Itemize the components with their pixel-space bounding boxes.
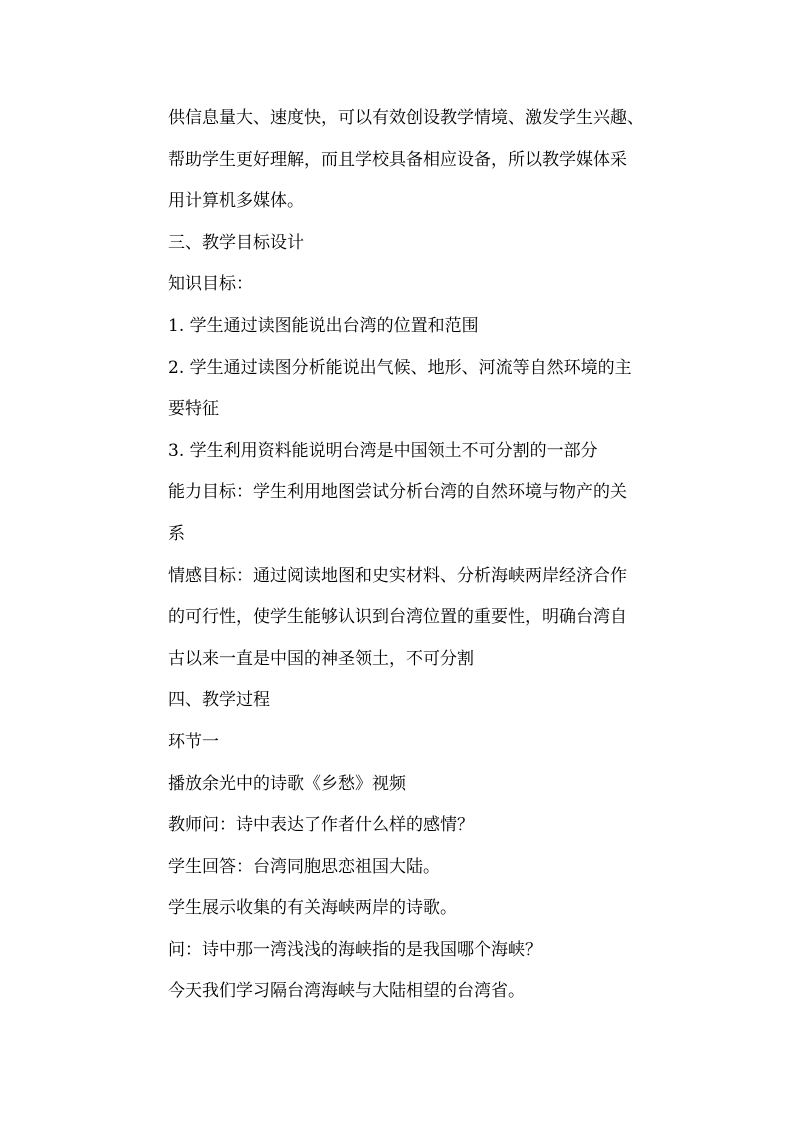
document-body	[168, 98, 688, 1013]
text-line-media-intro: 供信息量大、速度快，可以有效创设教学情境、激发学生兴趣、	[168, 108, 644, 128]
text-line-play-video: 播放余光中的诗歌《乡愁》视频	[168, 773, 406, 794]
text-line-student-poems: 学生展示收集的有关海峡两岸的诗歌。	[168, 898, 457, 919]
text-line-media-reason: 帮助学生更好理解，而且学校具备相应设备，所以教学媒体采	[168, 149, 627, 170]
text-line-ability-goal-cont: 系	[168, 523, 185, 544]
section-heading-objectives: 三、教学目标设计	[168, 232, 304, 253]
text-line-student-answer: 学生回答：台湾同胞思恋祖国大陆。	[168, 856, 440, 877]
text-line-emotion-goal-cont: 的可行性，使学生能够认识到台湾位置的重要性，明确台湾自	[168, 607, 627, 628]
text-line-lesson-intro: 今天我们学习隔台湾海峡与大陆相望的台湾省。	[168, 981, 525, 1002]
list-item-goal-2-cont: 要特征	[168, 399, 219, 420]
subheading-step-one: 环节一	[168, 731, 219, 752]
subheading-knowledge-goals: 知识目标：	[168, 274, 253, 295]
list-item-goal-2: 2. 学生通过读图分析能说出气候、地形、河流等自然环境的主	[168, 357, 632, 378]
text-line-media-choice: 用计算机多媒体。	[168, 191, 304, 212]
list-item-goal-1: 1. 学生通过读图能说出台湾的位置和范围	[168, 315, 479, 336]
text-line-emotion-goal-end: 古以来一直是中国的神圣领土，不可分割	[168, 648, 474, 669]
text-line-ability-goal: 能力目标：学生利用地图尝试分析台湾的自然环境与物产的关	[168, 482, 627, 503]
text-line-emotion-goal: 情感目标：通过阅读地图和史实材料、分析海峡两岸经济合作	[168, 565, 627, 586]
text-line-teacher-question: 教师问：诗中表达了作者什么样的感情？	[168, 815, 474, 836]
text-line-strait-question: 问：诗中那一湾浅浅的海峡指的是我国哪个海峡？	[168, 939, 542, 960]
list-item-goal-3: 3. 学生利用资料能说明台湾是中国领土不可分割的一部分	[168, 440, 598, 461]
section-heading-process: 四、教学过程	[168, 690, 270, 711]
